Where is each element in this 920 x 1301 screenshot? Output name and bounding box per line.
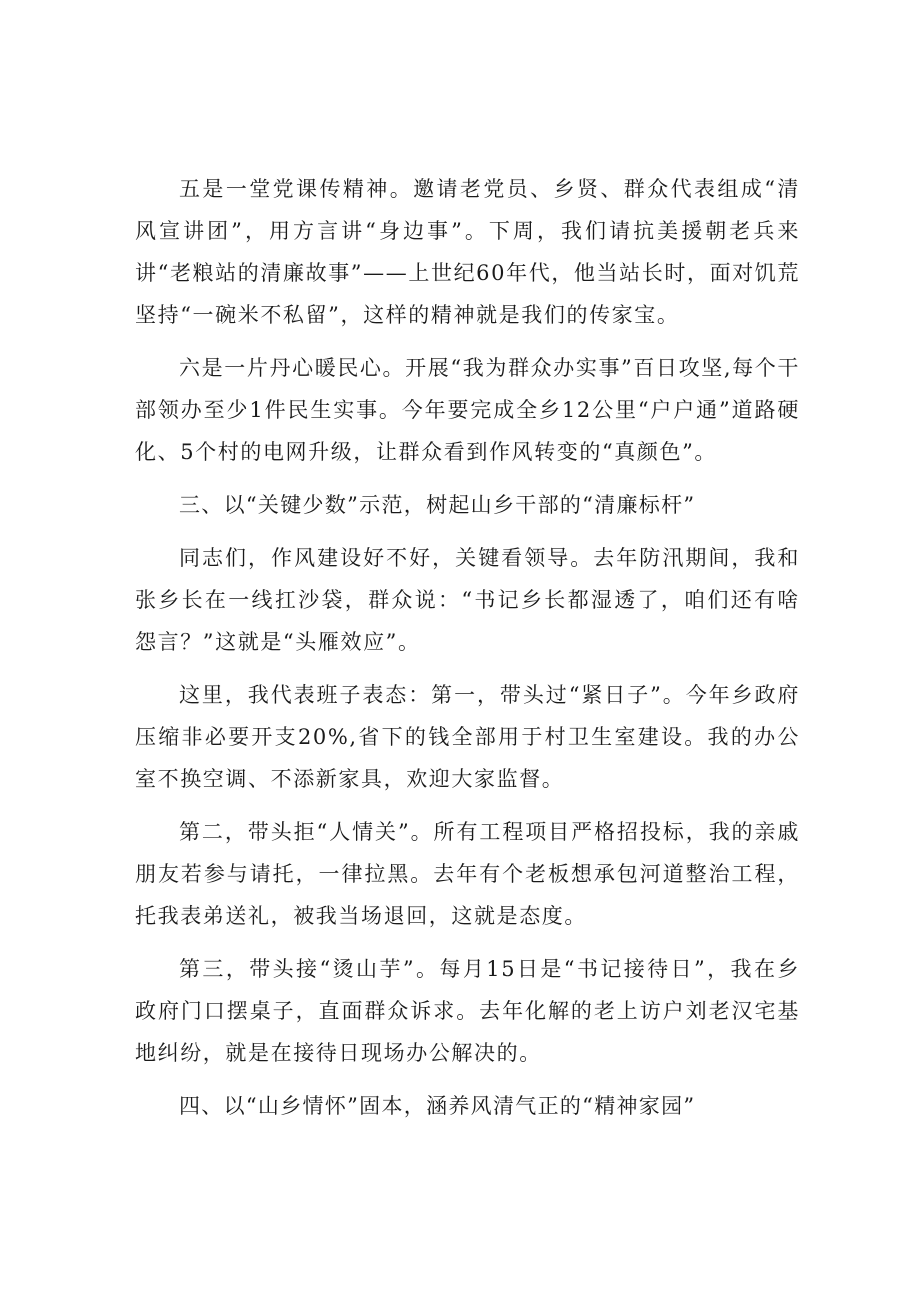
paragraph-first-pledge: 这里，我代表班子表态：第一，带头过“紧日子”。今年乡政府压缩非必要开支20%,省下的钱全部用于村卫生室建设。我的办公室不换空调、不添新家具，欢迎大家监督。: [135, 683, 800, 791]
paragraph-second-pledge: 第二，带头拒“人情关”。所有工程项目严格招投标，我的亲戚朋友若参与请托，一律拉黑。去年有个老板想承包河道整治工程，托我表弟送礼，被我当场退回，这就是态度。: [135, 820, 800, 928]
document-body: [135, 168, 800, 1127]
section-heading-three: 三、以“关键少数”示范，树起山乡干部的“清廉标杆”: [179, 493, 696, 517]
paragraph-five-party-lesson: 五是一堂党课传精神。邀请老党员、乡贤、群众代表组成“清风宣讲团”，用方言讲“身边事”。下周，我们请抗美援朝老兵来讲“老粮站的清廉故事”——上世纪60年代，他当站长时，面对饥荒坚持“一碗米不私留”，这样的精神就是我们的传家宝。: [135, 177, 800, 327]
section-heading-four: 四、以“山乡情怀”固本，涵养风清气正的“精神家园”: [179, 1094, 696, 1118]
paragraph-leadership-example: 同志们，作风建设好不好，关键看领导。去年防汛期间，我和张乡长在一线扛沙袋，群众说：“书记乡长都湿透了，咱们还有啥怨言？”这就是“头雁效应”。: [135, 546, 800, 654]
paragraph-six-serve-people: 六是一片丹心暖民心。开展“我为群众办实事”百日攻坚,每个干部领办至少1件民生实事。今年要完成全乡12公里“户户通”道路硬化、5个村的电网升级，让群众看到作风转变的“真颜色”。: [135, 356, 800, 464]
paragraph-third-pledge: 第三，带头接“烫山芋”。每月15日是“书记接待日”，我在乡政府门口摆桌子，直面群众诉求。去年化解的老上访户刘老汉宅基地纠纷，就是在接待日现场办公解决的。: [135, 957, 800, 1065]
